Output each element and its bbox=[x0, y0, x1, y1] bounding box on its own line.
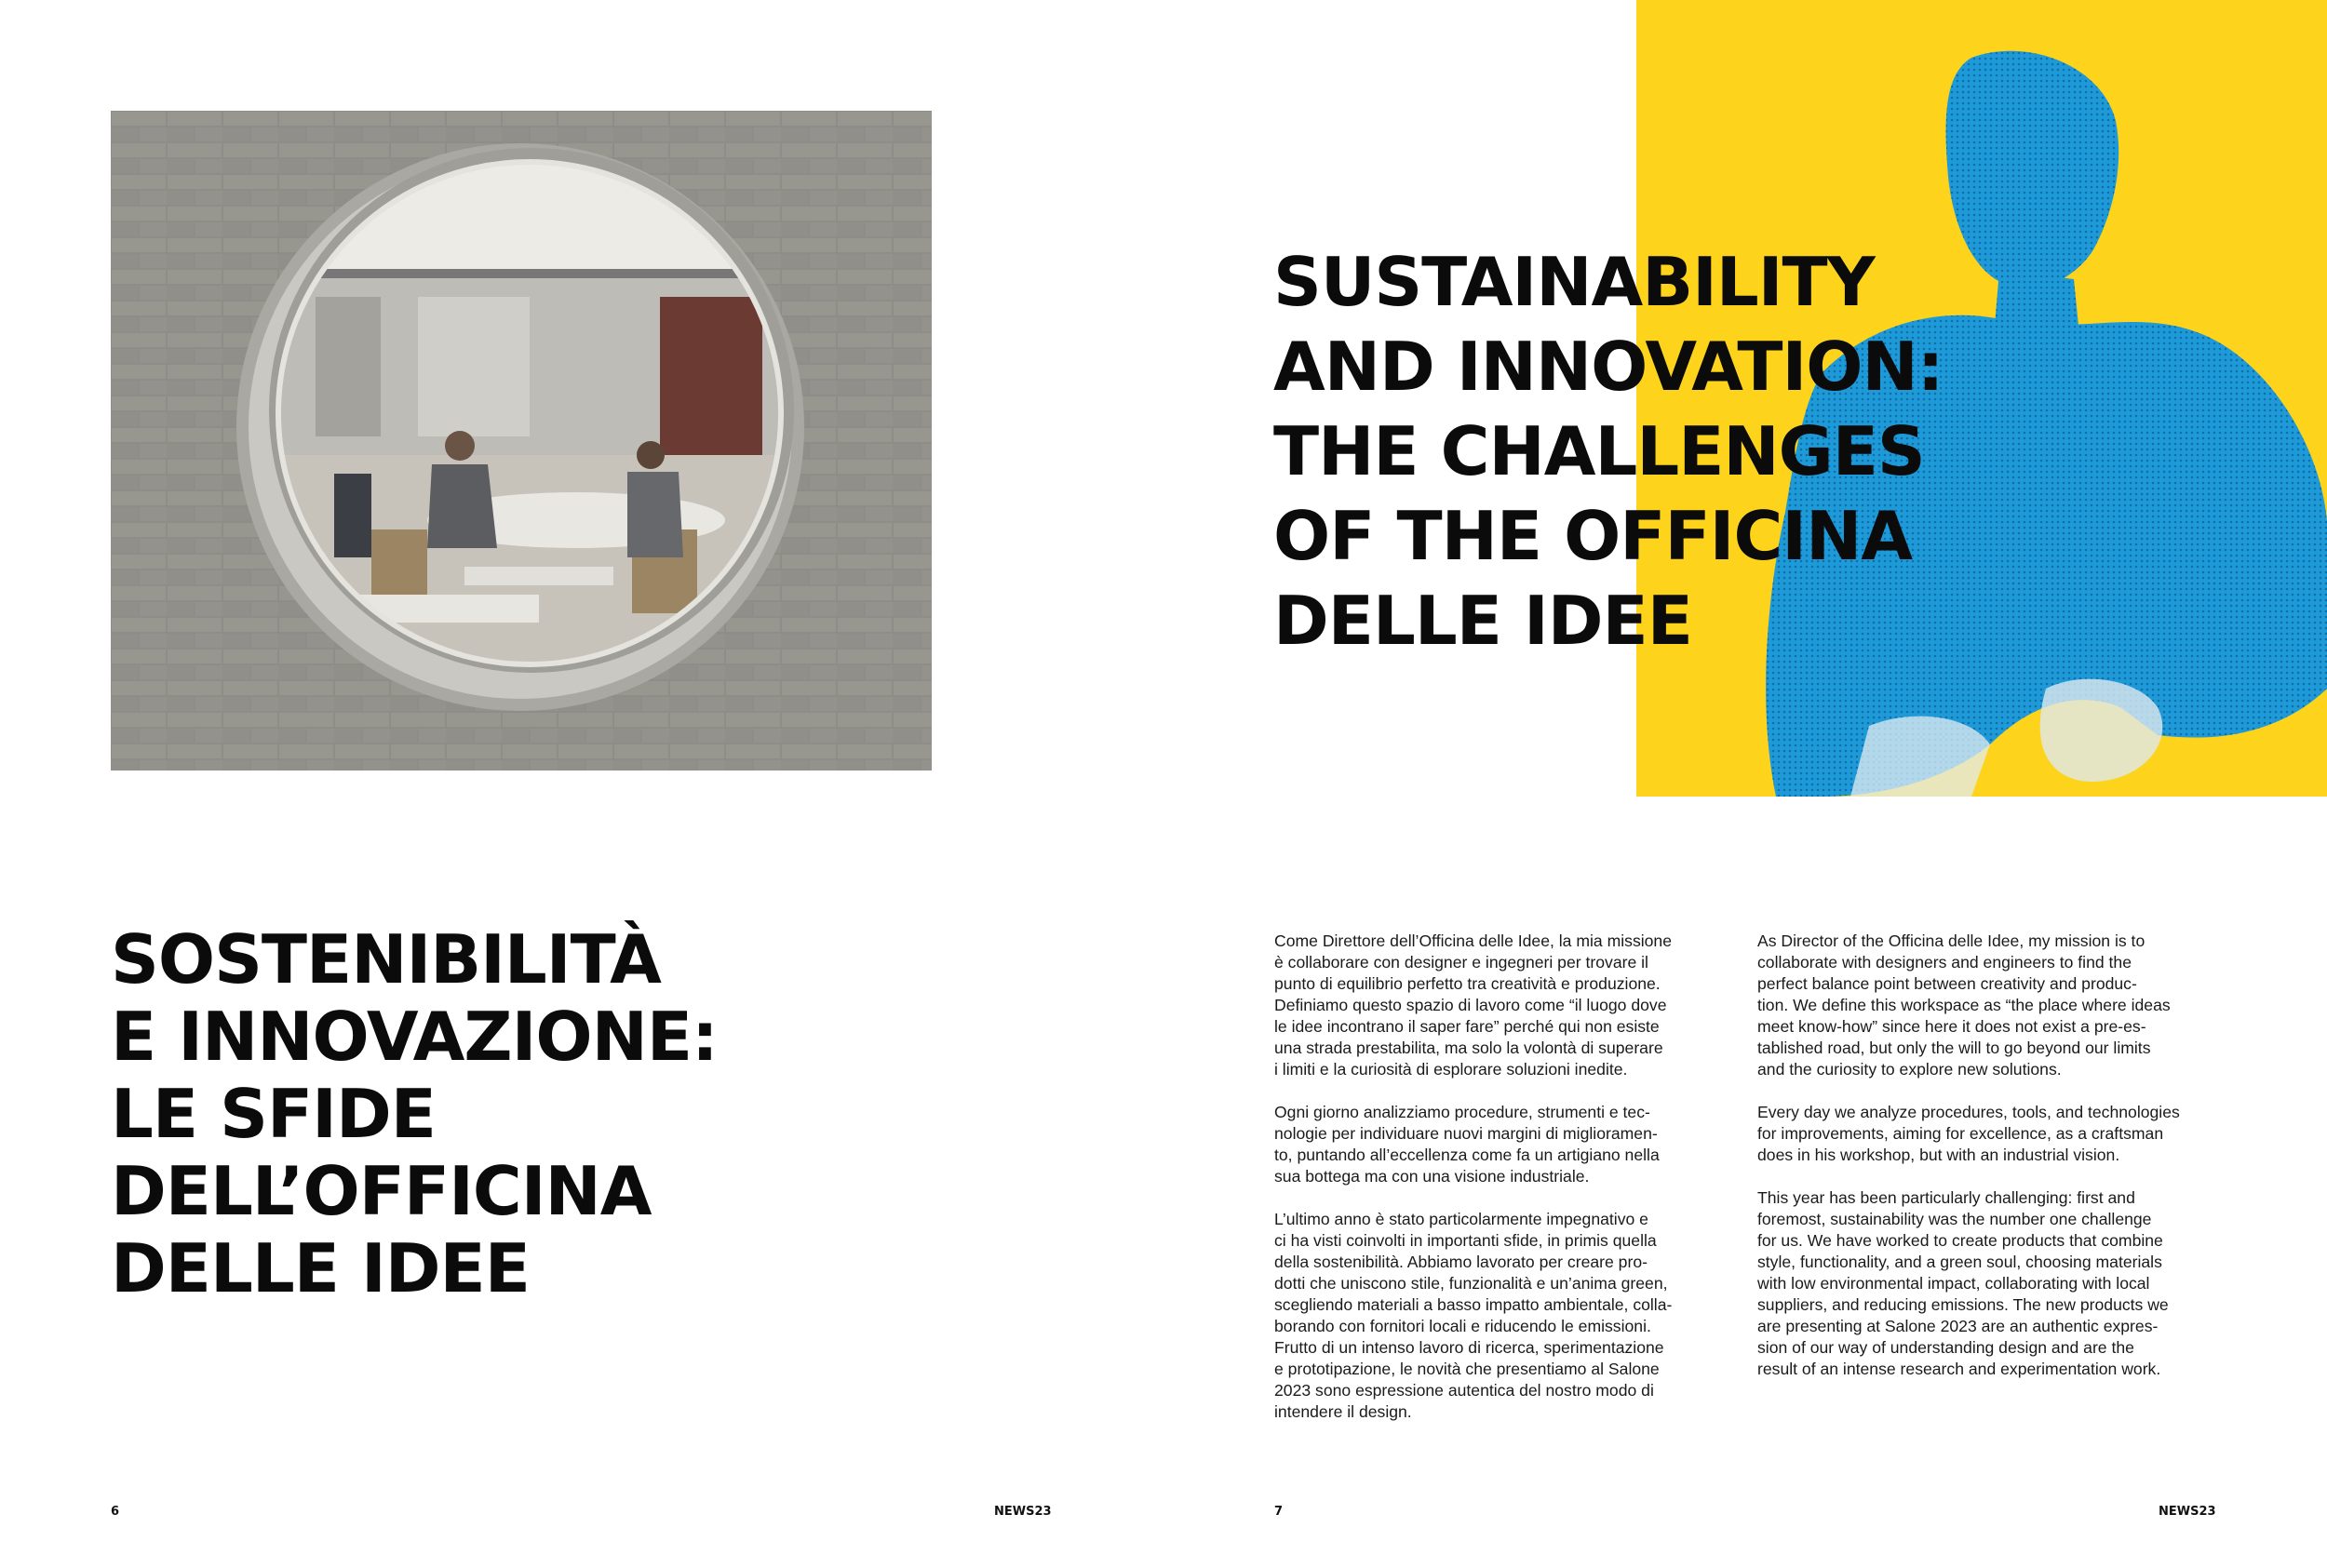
text-line: for improvements, aiming for excellence, as a craftsman bbox=[1757, 1124, 2164, 1143]
text-line: tion. We define this workspace as “the place where ideas bbox=[1757, 996, 2171, 1014]
title-line: AND INNOVATION: bbox=[1273, 328, 1944, 406]
text-line: collaborate with designers and engineers to find the bbox=[1757, 953, 2132, 972]
text-line: with low environmental impact, collaborating with local bbox=[1757, 1274, 2150, 1293]
text-line: for us. We have worked to create products that combine bbox=[1757, 1231, 2163, 1250]
text-line: Frutto di un intenso lavoro di ricerca, sperimentazione bbox=[1274, 1338, 1664, 1357]
text-line: foremost, sustainability was the number one challenge bbox=[1757, 1210, 2152, 1228]
magazine-name-right: NEWS23 bbox=[2159, 1505, 2216, 1519]
text-line: to, puntando all’eccellenza come fa un artigiano nella bbox=[1274, 1146, 1660, 1164]
text-line: suppliers, and reducing emissions. The new products we bbox=[1757, 1295, 2169, 1314]
title-line: LE SFIDE bbox=[111, 1075, 436, 1153]
text-line: intendere il design. bbox=[1274, 1402, 1412, 1421]
body-paragraph bbox=[1274, 1102, 1735, 1187]
text-line: dotti che uniscono stile, funzionalità e un’anima green, bbox=[1274, 1274, 1668, 1293]
title-line: DELLE IDEE bbox=[111, 1229, 530, 1307]
body-paragraph bbox=[1757, 1187, 2218, 1380]
text-line: are presenting at Salone 2023 are an authentic expres- bbox=[1757, 1317, 2159, 1335]
text-line: 2023 sono espressione autentica del nostro modo di bbox=[1274, 1381, 1654, 1400]
text-line: e prototipazione, le novità che presentiamo al Salone bbox=[1274, 1360, 1660, 1378]
text-line: una strada prestabilita, ma solo la volontà di superare bbox=[1274, 1039, 1663, 1057]
text-line: perfect balance point between creativity and produc- bbox=[1757, 974, 2137, 993]
magazine-name-left: NEWS23 bbox=[994, 1505, 1052, 1519]
text-line: Come Direttore dell’Officina delle Idee, la mia missione bbox=[1274, 931, 1673, 950]
text-line: ci ha visti coinvolti in importanti sfide, in primis quella bbox=[1274, 1231, 1657, 1250]
text-line: Definiamo questo spazio di lavoro come “il luogo dove bbox=[1274, 996, 1667, 1014]
text-line: è collaborare con designer e ingegneri per trovare il bbox=[1274, 953, 1648, 972]
text-line: Every day we analyze procedures, tools, and technologies bbox=[1757, 1103, 2180, 1121]
text-line: does in his workshop, but with an industrial vision. bbox=[1757, 1146, 2120, 1164]
title-line: DELL’OFFICINA bbox=[111, 1152, 652, 1230]
article-title-italian bbox=[111, 921, 818, 1307]
text-line: sion of our way of understanding design and are the bbox=[1757, 1338, 2134, 1357]
text-line: i limiti e la curiosità di esplorare soluzioni inedite. bbox=[1274, 1060, 1628, 1079]
page-number-right: 7 bbox=[1274, 1505, 1284, 1519]
text-line: result of an intense research and experimentation work. bbox=[1757, 1360, 2161, 1378]
title-line: SOSTENIBILITÀ bbox=[111, 920, 661, 998]
page-number-left: 6 bbox=[111, 1505, 120, 1519]
text-line: L’ultimo anno è stato particolarmente impegnativo e bbox=[1274, 1210, 1648, 1228]
body-paragraph bbox=[1757, 1102, 2218, 1166]
text-line: Ogni giorno analizziamo procedure, strumenti e tec- bbox=[1274, 1103, 1650, 1121]
text-line: scegliendo materiali a basso impatto ambientale, colla- bbox=[1274, 1295, 1673, 1314]
text-line: sua bottega ma con una visione industriale. bbox=[1274, 1167, 1590, 1186]
workshop-through-round-window-image bbox=[111, 111, 932, 771]
workshop-photo bbox=[111, 111, 932, 771]
body-paragraph bbox=[1274, 1209, 1735, 1423]
body-text-italian bbox=[1274, 931, 1735, 1444]
text-line: style, functionality, and a green soul, choosing materials bbox=[1757, 1253, 2162, 1271]
body-text-english bbox=[1757, 931, 2218, 1401]
title-line: THE CHALLENGES bbox=[1273, 412, 1925, 490]
text-line: As Director of the Officina delle Idee, my mission is to bbox=[1757, 931, 2145, 950]
text-line: tablished road, but only the will to go beyond our limits bbox=[1757, 1039, 2151, 1057]
text-line: meet know-how” since here it does not exist a pre-es- bbox=[1757, 1017, 2146, 1036]
text-line: le idee incontrano il saper fare” perché qui non esiste bbox=[1274, 1017, 1660, 1036]
text-line: punto di equilibrio perfetto tra creatività e produzione. bbox=[1274, 974, 1661, 993]
text-line: and the curiosity to explore new solutions. bbox=[1757, 1060, 2062, 1079]
article-title-english bbox=[1273, 240, 2111, 663]
title-line: SUSTAINABILITY bbox=[1273, 243, 1875, 321]
title-line: OF THE OFFICINA bbox=[1273, 497, 1913, 575]
text-line: nologie per individuare nuovi margini di miglioramen- bbox=[1274, 1124, 1658, 1143]
text-line: borando con fornitori locali e riducendo le emissioni. bbox=[1274, 1317, 1651, 1335]
text-line: della sostenibilità. Abbiamo lavorato per creare pro- bbox=[1274, 1253, 1648, 1271]
title-line: DELLE IDEE bbox=[1273, 582, 1692, 660]
body-paragraph bbox=[1274, 931, 1735, 1080]
text-line: This year has been particularly challenging: first and bbox=[1757, 1188, 2135, 1207]
title-line: E INNOVAZIONE: bbox=[111, 998, 718, 1076]
body-paragraph bbox=[1757, 931, 2218, 1080]
